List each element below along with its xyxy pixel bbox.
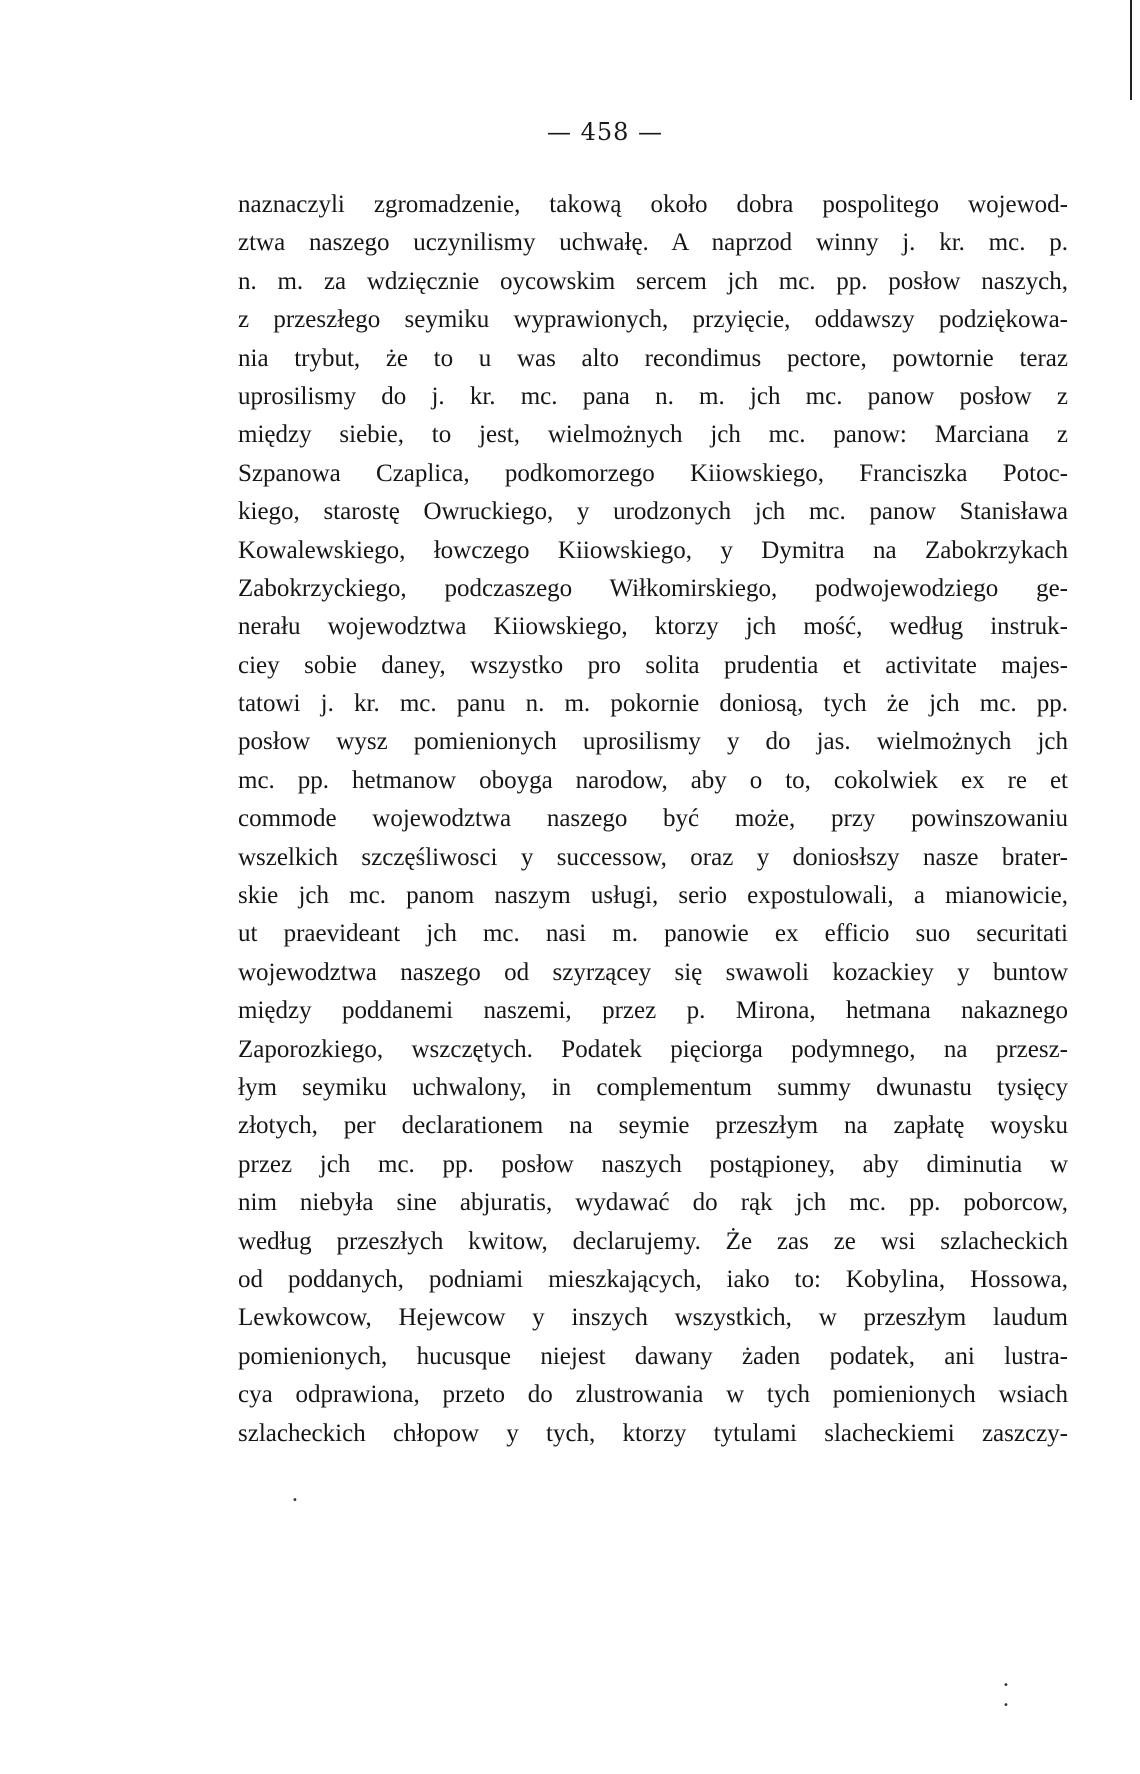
scan-speck: • (1003, 1700, 1009, 1711)
text-line: od poddanych, podniami mieszkających, iako to: Kobylina, Hossowa, (238, 1265, 1068, 1293)
scan-speck: • (292, 1495, 298, 1506)
text-line: pomienionych, hucusque niejest dawany żaden podatek, ani lustra- (238, 1342, 1068, 1370)
text-line: wojewodztwa naszego od szyrzącey się swawoli kozackiey y buntow (238, 958, 1068, 986)
text-line: tatowi j. kr. mc. panu n. m. pokornie doniosą, tych że jch mc. pp. (238, 690, 1068, 718)
text-line: ztwa naszego uczynilismy uchwałę. A naprzod winny j. kr. mc. p. (238, 229, 1068, 257)
page-number: — 458 — (546, 118, 664, 146)
text-line: z przeszłego seymiku wyprawionych, przyięcie, oddawszy podziękowa- (238, 306, 1068, 334)
text-line: Zabokrzyckiego, podczaszego Wiłkomirskiego, podwojewodziego ge- (238, 574, 1068, 602)
text-line: Szpanowa Czaplica, podkomorzego Kiiowskiego, Franciszka Potoc- (238, 459, 1068, 487)
text-line: ciey sobie daney, wszystko pro solita prudentia et activitate majes- (238, 651, 1068, 679)
body-text (238, 186, 1068, 1453)
text-line: cya odprawiona, przeto do zlustrowania w tych pomienionych wsiach (238, 1381, 1068, 1409)
scan-speck: • (1003, 1680, 1009, 1691)
text-line: mc. pp. hetmanow oboyga narodow, aby o to, cokolwiek ex re et (238, 766, 1068, 794)
text-line: szlacheckich chłopow y tych, ktorzy tytulami slacheckiemi zaszczy- (238, 1419, 1068, 1447)
text-line: n. m. za wdzięcznie oycowskim sercem jch mc. pp. posłow naszych, (238, 267, 1068, 295)
text-line: wszelkich szczęśliwosci y successow, oraz y doniosłszy nasze brater- (238, 843, 1068, 871)
text-line: ut praevideant jch mc. nasi m. panowie ex efficio suo securitati (238, 920, 1068, 948)
text-line: posłow wysz pomienionych uprosilismy y do jas. wielmożnych jch (238, 728, 1068, 756)
text-line: łym seymiku uchwalony, in complementum summy dwunastu tysięcy (238, 1073, 1068, 1101)
text-line: uprosilismy do j. kr. mc. pana n. m. jch mc. panow posłow z (238, 382, 1068, 410)
page-edge-rule (1130, 0, 1132, 100)
text-line: złotych, per declarationem na seymie przeszłym na zapłatę woysku (238, 1112, 1068, 1140)
text-line: między siebie, to jest, wielmożnych jch mc. panow: Marciana z (238, 421, 1068, 449)
text-line: skie jch mc. panom naszym usługi, serio expostulowali, a mianowicie, (238, 882, 1068, 910)
text-line: nia trybut, że to u was alto recondimus pectore, powtornie teraz (238, 344, 1068, 372)
text-line: nerału wojewodztwa Kiiowskiego, ktorzy jch mość, według instruk- (238, 613, 1068, 641)
text-line: naznaczyli zgromadzenie, takową około dobra pospolitego wojewod- (238, 191, 1068, 218)
text-line: Zaporozkiego, wszczętych. Podatek pięciorga podymnego, na przesz- (238, 1035, 1068, 1063)
text-line: Kowalewskiego, łowczego Kiiowskiego, y Dymitra na Zabokrzykach (238, 536, 1068, 564)
text-line: kiego, starostę Owruckiego, y urodzonych jch mc. panow Stanisława (238, 498, 1068, 526)
text-line: nim niebyła sine abjuratis, wydawać do rąk jch mc. pp. poborcow, (238, 1189, 1068, 1217)
text-line: według przeszłych kwitow, declarujemy. Że zas ze wsi szlacheckich (238, 1227, 1068, 1255)
text-line: Lewkowcow, Hejewcow y inszych wszystkich, w przeszłym laudum (238, 1304, 1068, 1332)
text-line: przez jch mc. pp. posłow naszych postąpioney, aby diminutia w (238, 1150, 1068, 1178)
text-line: commode wojewodztwa naszego być może, przy powinszowaniu (238, 805, 1068, 833)
text-line: między poddanemi naszemi, przez p. Mirona, hetmana nakaznego (238, 997, 1068, 1025)
